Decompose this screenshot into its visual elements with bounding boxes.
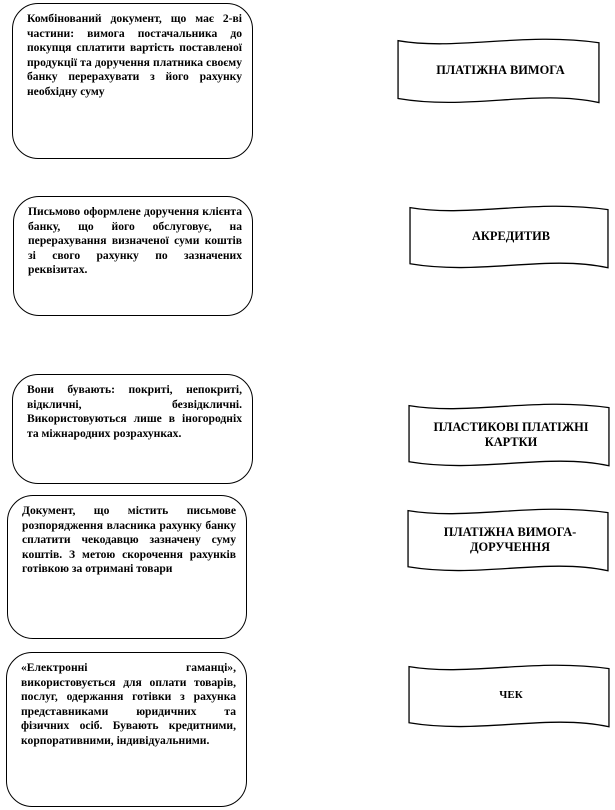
- definition-text-1: Комбінований документ, що має 2-ві частини: вимога постачальника до покупця сплатити вартість поставленої продукції та доручення платника своєму банку перерахувати з його рахунку необхідну суму: [27, 12, 242, 98]
- term-banner-1: [396, 40, 601, 108]
- definition-text-5: «Електронні гаманці», використовується для оплати товарів, послуг, одержання готівки з рахунка представниками юридичних та фізичних осіб. Бувають кредитними, корпоративними, індивідуальними.: [21, 661, 236, 747]
- term-banner-2: [408, 207, 610, 273]
- term-banner-4: [406, 510, 610, 576]
- term-label-3: ПЛАСТИКОВІ ПЛАТІЖНІ КАРТКИ: [433, 419, 589, 449]
- definition-text-4: Документ, що містить письмове розпорядження власника рахунку банку сплатити чекодавцю зазначену суму коштів. З метою скорочення рахунків готівкою за отримані товари: [22, 504, 236, 576]
- term-label-4: ПЛАТІЖНА ВИМОГА-ДОРУЧЕННЯ: [443, 524, 577, 554]
- term-banner-3: [407, 405, 611, 471]
- definition-text-2: Письмово оформлене доручення клієнта банку, що його обслуговує, на перерахування визначеної суми коштів зі свого рахунку по зазначених реквізитах.: [28, 205, 242, 277]
- definition-box-1: [12, 3, 253, 159]
- definition-text-3: Вони бувають: покриті, непокриті, відкличні, безвідкличні. Використовуються лише в іногородніх та міжнародних розрахунках.: [27, 383, 242, 440]
- term-label-5: ЧЕК: [499, 689, 523, 702]
- term-label-2: АКРЕДИТИВ: [471, 229, 551, 244]
- definition-box-2: [13, 196, 253, 316]
- definition-box-4: [7, 495, 247, 639]
- definition-box-5: [6, 652, 247, 807]
- term-label-1: ПЛАТІЖНА ВИМОГА: [436, 63, 565, 78]
- term-banner-5: [407, 666, 611, 732]
- definition-box-3: [12, 374, 253, 484]
